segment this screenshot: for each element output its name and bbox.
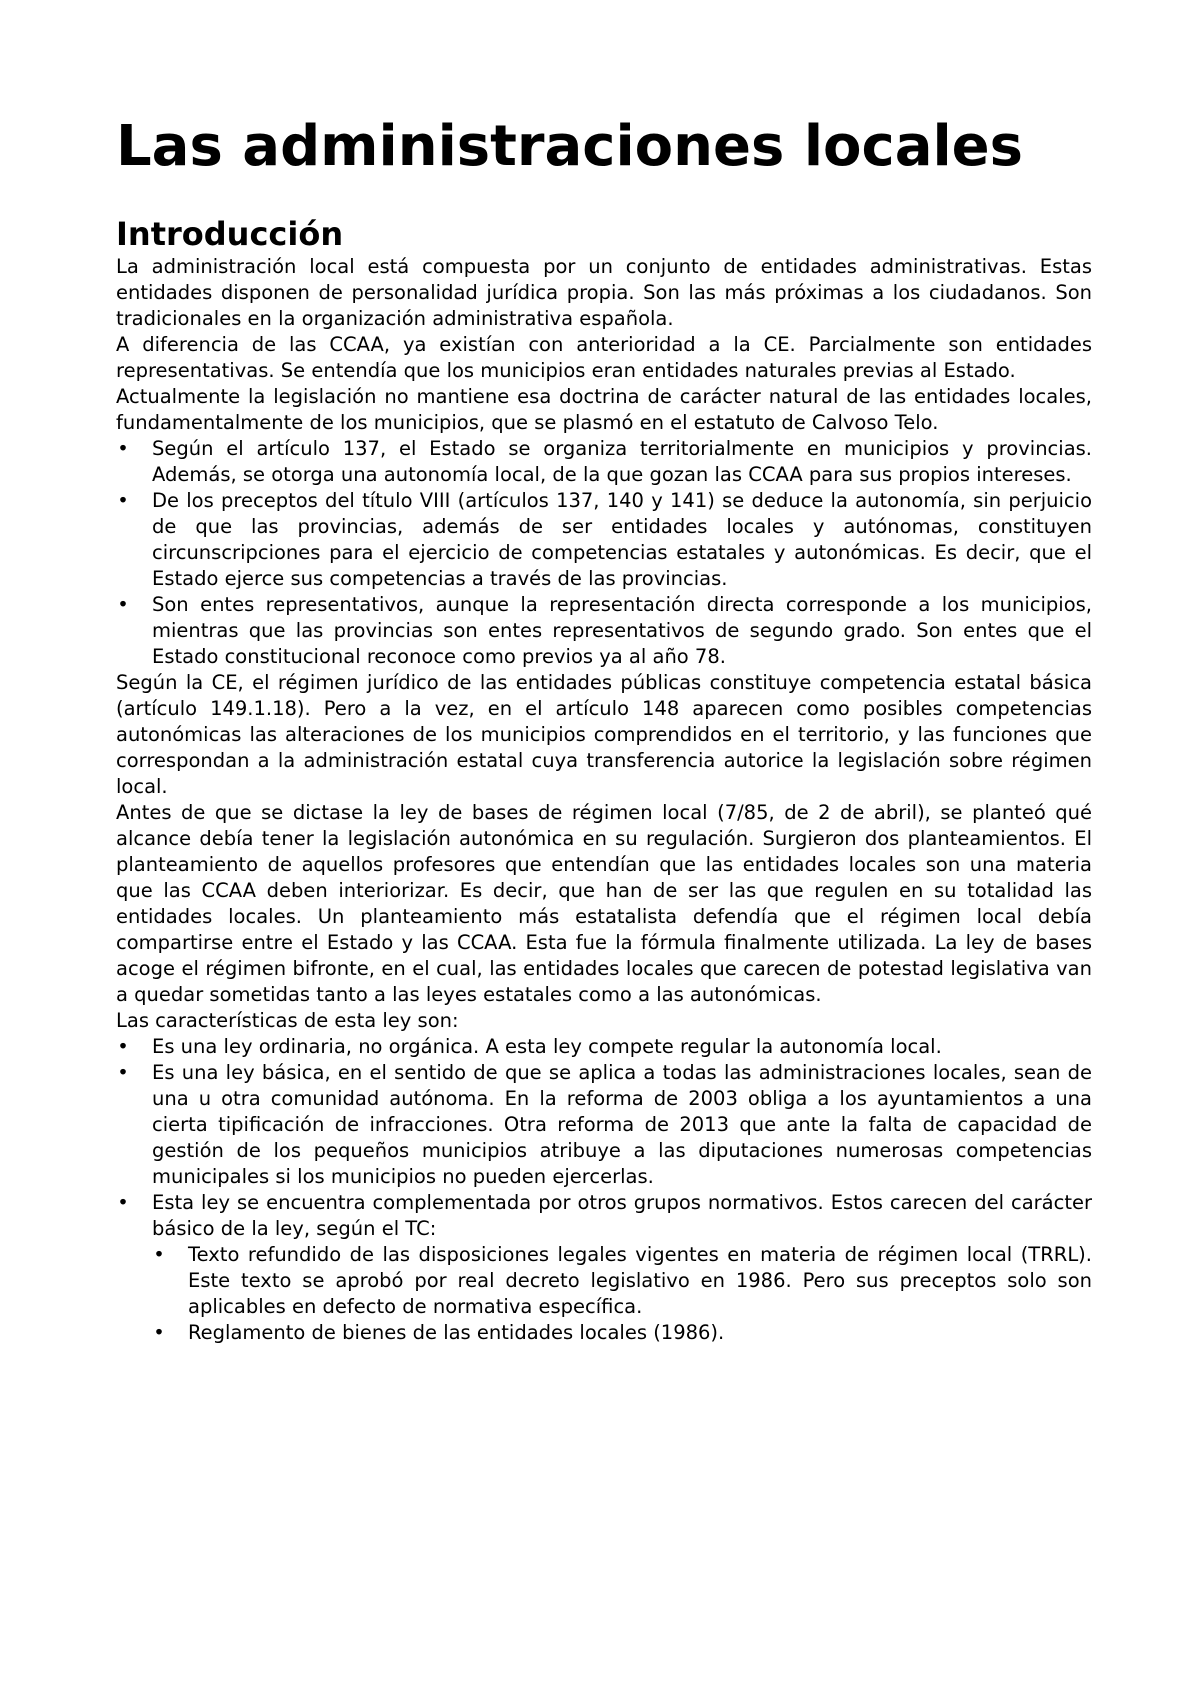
paragraph: A diferencia de las CCAA, ya existían con anterioridad a la CE. Parcialmente son entidades representativas. Se entendía que los municipios eran entidades naturales previas al Estado. bbox=[116, 333, 1092, 382]
section-heading: Introducción bbox=[116, 215, 344, 253]
paragraph: Actualmente la legislación no mantiene esa doctrina de carácter natural de las entidades locales, fundamentalmente de los municipios, que se plasmó en el estatuto de Calvoso Telo. bbox=[116, 385, 1092, 434]
list-item: • De los preceptos del título VIII (artículos 137, 140 y 141) se deduce la autonomía, sin perjuicio de que las provincias, además de ser entidades locales y autónomas, constituyen circunscripciones para el ejercicio de competencias estatales y autonómicas. Es decir, que el Estado ejerce sus competencias a través de las provincias. bbox=[152, 488, 1092, 592]
paragraph: Las características de esta ley son: bbox=[116, 1009, 459, 1032]
list-item: • Es una ley básica, en el sentido de que se aplica a todas las administraciones locales, sean de una u otra comunidad autónoma. En la reforma de 2003 obliga a los ayuntamientos a una cierta tipificación de infracciones. Otra reforma de 2013 que ante la falta de capacidad de gestión de los pequeños municipios atribuye a las diputaciones numerosas competencias municipales si los municipios no pueden ejercerlas. bbox=[152, 1060, 1092, 1190]
document-page bbox=[116, 112, 1092, 1346]
paragraph: La administración local está compuesta por un conjunto de entidades administrativas. Estas entidades disponen de personalidad jurídica propia. Son las más próximas a los ciudadanos. Son tradicionales en la organización administrativa española. bbox=[116, 255, 1092, 330]
bullet-list bbox=[116, 436, 1092, 670]
list-item: • Esta ley se encuentra complementada por otros grupos normativos. Estos carecen del carácter básico de la ley, según el TC: bbox=[152, 1190, 1092, 1242]
sub-bullet-list bbox=[116, 1242, 1092, 1346]
list-item: • Son entes representativos, aunque la representación directa corresponde a los municipios, mientras que las provincias son entes representativos de segundo grado. Son entes que el Estado constitucional reconoce como previos ya al año 78. bbox=[152, 592, 1092, 670]
list-item: • Según el artículo 137, el Estado se organiza territorialmente en municipios y provincias. Además, se otorga una autonomía local, de la que gozan las CCAA para sus propios intereses. bbox=[152, 436, 1092, 488]
list-item: • Es una ley ordinaria, no orgánica. A esta ley compete regular la autonomía local. bbox=[152, 1034, 1092, 1060]
paragraph: Antes de que se dictase la ley de bases de régimen local (7/85, de 2 de abril), se planteó qué alcance debía tener la legislación autonómica en su regulación. Surgieron dos planteamientos. El planteamiento de aquellos profesores que entendían que las entidades locales son una materia que las CCAA deben interiorizar. Es decir, que han de ser las que regulen en su totalidad las entidades locales. Un planteamiento más estatalista defendía que el régimen local debía compartirse entre el Estado y las CCAA. Esta fue la fórmula finalmente utilizada. La ley de bases acoge el régimen bifronte, en el cual, las entidades locales que carecen de potestad legislativa van a quedar sometidas tanto a las leyes estatales como a las autonómicas. bbox=[116, 801, 1092, 1006]
list-item: • Texto refundido de las disposiciones legales vigentes en materia de régimen local (TRRL). Este texto se aprobó por real decreto legislativo en 1986. Pero sus preceptos solo son aplicables en defecto de normativa específica. bbox=[188, 1242, 1092, 1320]
bullet-list bbox=[116, 1034, 1092, 1242]
paragraph: Según la CE, el régimen jurídico de las entidades públicas constituye competencia estatal básica (artículo 149.1.18). Pero a la vez, en el artículo 148 aparecen como posibles competencias autonómicas las alteraciones de los municipios comprendidos en el territorio, y las funciones que correspondan a la administración estatal cuya transferencia autorice la legislación sobre régimen local. bbox=[116, 671, 1092, 798]
document-title: Las administraciones locales bbox=[116, 114, 1023, 179]
list-item: • Reglamento de bienes de las entidades locales (1986). bbox=[188, 1320, 1092, 1346]
